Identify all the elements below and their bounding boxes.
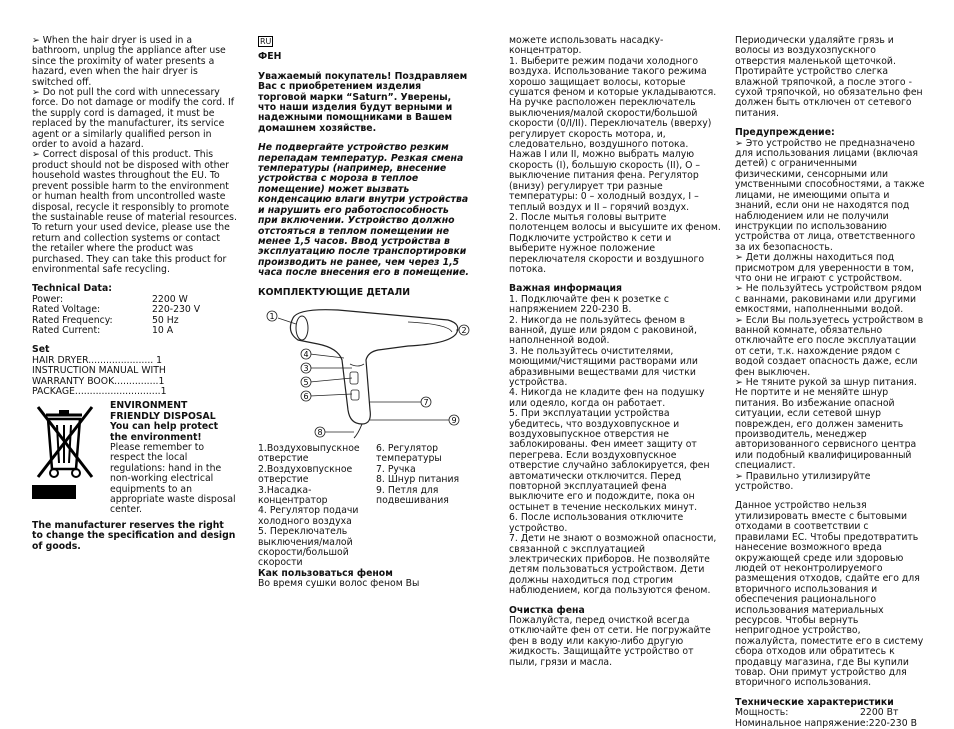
usage-text-continued: можете использовать насадку-концентратор. xyxy=(509,35,664,57)
important-item: 5. При эксплуатации устройства убедитесь, что воздуховпускное и воздуховыпускное отверстия не заблокированы. Фен имеет защиту от перегрева. Если воздуховпускное отверстие случайно заблокируется, фен автоматически отключится. Перед повторной эксплуатацией фена выключите его и подождите, пока он остынет в течение нескольких минут. xyxy=(509,408,710,513)
set-line: INSTRUCTION MANUAL WITH xyxy=(32,365,166,377)
callout-label: 5 xyxy=(303,377,309,387)
env-subheading: You can help protect the environment! xyxy=(110,421,219,443)
disposal-text: Данное устройство нельзя утилизировать вместе с бытовыми отходами в соответствии с правилами ЕС. Чтобы предотвратить нанесение возможного вреда окружающей среде или здоровью людей от неконтролируемого размещения отходов, сдайте его для вторичного использования и обеспечения рационального использования материальных ресурсов. Чтобы вернуть непригодное устройство, пожалуйста, поместите его в систему сбора отходов или обратитесь к продавцу магазина, где Вы купили товар. Они примут устройство для вторичного использования. xyxy=(735,500,924,689)
important-heading: Важная информация xyxy=(509,283,622,295)
set-line: WARRANTY BOOK...............1 xyxy=(32,375,165,387)
safety-paragraph: ➢ Correct disposal of this product. This product should not be disposed with other household wastes throughout the EU. To prevent possible harm to the environment or human health from uncontrolled waste disposal, recycle it responsibly to promote the sustainable reuse of material resources. To return your used device, please use the return and collection systems or contact the retailer where the product was purchased. They can take this product for environmental safe recycling. xyxy=(32,149,237,275)
usage-text: Во время сушки волос феном Вы xyxy=(258,578,420,590)
disposal-block xyxy=(32,401,237,515)
part-item: 6. Регулятор температуры xyxy=(376,442,442,465)
tech-key: Rated Frequency: xyxy=(32,314,113,326)
important-item: 2. Никогда не пользуйтесь феном в ванной, душе или рядом с раковиной, наполненной водой. xyxy=(509,314,697,347)
callout-label: 6 xyxy=(303,391,309,401)
set-line: HAIR DRYER...................... 1 xyxy=(32,354,163,366)
column-russian-usage xyxy=(509,36,721,668)
usage-item: 2. После мытья головы вытрите полотенцем волосы и высушите их феном. Подключите устройство к сети и выберите нужное положение переключателя скорости и воздушного потока. xyxy=(509,211,721,275)
tech-key: Номинальное напряжение: xyxy=(735,717,869,729)
warning-item: ➢ Если Вы пользуетесь устройством в ванной комнате, обязательно отключайте его после эксплуатации от сети, т.к. нахождение рядом с водой создает опасность даже, если фен выключен. xyxy=(735,314,924,378)
cleaning-text-continued: Периодически удаляйте грязь и волосы из воздухозпускного отверстия маленькой щеточкой. Протирайте устройство слегка влажной тряпочкой, а после этого - сухой тряпочкой, но обязательно фен должен быть отключен от сетевого питания. xyxy=(735,35,923,119)
tech-value: 220-230 V xyxy=(152,304,201,316)
product-title: ФЕН xyxy=(258,51,282,63)
part-item: 7. Ручка xyxy=(376,463,416,475)
tech-value: 50 Hz xyxy=(152,314,179,326)
part-item: 4. Регулятор подачи холодного воздуха xyxy=(258,505,359,527)
parts-list xyxy=(258,444,470,569)
tech-key: Rated Voltage: xyxy=(32,304,101,316)
cleaning-heading: Очистка фена xyxy=(509,604,585,616)
important-item: 1. Подключайте фен к розетке с напряжением 220-230 В. xyxy=(509,293,669,316)
part-item: 8. Шнур питания xyxy=(376,474,460,486)
tech-value: 2200 Вт xyxy=(860,707,899,719)
tech-key: Power: xyxy=(32,293,64,305)
part-item: 3.Насадка-концентратор xyxy=(258,484,328,506)
part-item: 1.Воздуховыпускное отверстие xyxy=(258,442,360,465)
warning-heading: Предупреждение: xyxy=(735,127,835,139)
manufacturer-note: The manufacturer reserves the right to change the specification and design of goods. xyxy=(32,519,236,552)
cleaning-text: Пожалуйста, перед очисткой всегда отключайте фен от сети. Не погружайте фен в воду или какую-либо другую жидкость. Защищайте устройство от пыли, грязи и масла. xyxy=(509,614,711,668)
tech-row xyxy=(735,719,925,729)
part-item: 5. Переключатель выключения/малой скорости/большой скорости xyxy=(258,526,353,569)
tech-row xyxy=(32,305,237,315)
callout-label: 7 xyxy=(423,397,429,407)
usage-heading: Как пользоваться феном xyxy=(258,567,393,579)
important-item: 4. Никогда не кладите фен на подушку или одеяло, когда он работает. xyxy=(509,387,705,409)
callout-label: 1 xyxy=(269,311,275,321)
column-russian-warnings xyxy=(735,36,925,729)
safety-paragraph: ➢ When the hair dryer is used in a bathroom, unplug the appliance after use since the proximity of water presents a hazard, even when the hair dryer is switched off. xyxy=(32,35,226,88)
tech-specs-heading: Технические характеристики xyxy=(735,696,894,708)
tech-key: Мощность: xyxy=(735,707,789,719)
usage-item: 1. Выберите режим подачи холодного воздуха. Использование такого режима хорошо защищает волосы, которые сушатся феном и которые укладываются. На ручке расположен переключатель выключения/малой скорости/большой скорости (0/I/II). Переключатель (вверху) регулирует скорость мотора, и, следовательно, воздушного потока. Нажав I или II, можно выбрать малую скорость (I), большую скорость (II), O – выключение питания фена. Регулятор (внизу) регулирует три разные температуры: 0 – холодный воздух, I – теплый воздух и II – горячий воздух. xyxy=(509,55,717,213)
set-heading: Set xyxy=(32,344,50,356)
safety-paragraph: ➢ Do not pull the cord with unnecessary force. Do not damage or modify the cord. If the supply cord is damaged, it must be replaced by the manufacturer, its service agent or a similarly qualified person in order to avoid a hazard. xyxy=(32,87,234,151)
tech-row xyxy=(32,326,237,336)
important-item: 3. Не пользуйтесь очистителями, моющими/чистящими растворами или абразивными веществами для чистки устройства. xyxy=(509,345,698,388)
warning-item: ➢ Не тяните рукой за шнур питания. Не портите и не меняйте шнур питания. Во избежание опасной ситуации, если сетевой шнур поврежден, его должен заменить производитель, менеджер авторизованного сервисного центра или подобный квалифицированный специалист. xyxy=(735,377,917,472)
callout-label: 4 xyxy=(303,349,309,359)
warning-item: ➢ Дети должны находиться под присмотром для уверенности в том, что они не играют с устройством. xyxy=(735,252,914,284)
tech-value: 10 A xyxy=(152,324,174,336)
temperature-warning: Не подвергайте устройство резким перепадам температур. Резкая смена температуры (например, внесение устройства с мороза в теплое помещение) может вызвать конденсацию влаги внутри устройства и нарушить его работоспособность при включении. Устройство должно отстояться в теплом помещении не менее 1,5 часов. Ввод устройства в эксплуатацию после транспортировки производить не ранее, чем через 1,5 часа после внесения его в помещение. xyxy=(258,142,469,279)
callout-label: 8 xyxy=(317,427,323,437)
parts-heading: КОМПЛЕКТУЮЩИЕ ДЕТАЛИ xyxy=(258,286,410,298)
greeting-text: Уважаемый покупатель! Поздравляем Вас с приобретением изделия торговой марки “Saturn”. Уверены, что наши изделия будут верными и надежными помощниками в Вашем домашнем хозяйстве. xyxy=(258,70,468,134)
hair-dryer-diagram xyxy=(258,300,470,440)
env-heading: ENVIRONMENT FRIENDLY DISPOSAL xyxy=(110,400,216,422)
set-line: PACKAGE.............................1 xyxy=(32,386,167,397)
tech-data-table xyxy=(32,295,237,337)
column-russian-intro xyxy=(258,36,470,590)
tech-row xyxy=(735,708,925,718)
important-item: 6. После использования отключите устройство. xyxy=(509,512,684,534)
warning-item: ➢ Не пользуйтесь устройством рядом с ваннами, раковинами или другими емкостями, наполненными водой. xyxy=(735,283,922,316)
column-english-safety xyxy=(32,36,237,552)
tech-key: Rated Current: xyxy=(32,324,101,336)
callout-label: 9 xyxy=(451,415,457,425)
callout-label: 3 xyxy=(303,363,309,373)
part-item: 9. Петля для подвешивания xyxy=(376,484,449,506)
crossed-bin-icon xyxy=(32,401,100,515)
callout-label: 2 xyxy=(461,325,467,335)
env-text: Please remember to respect the local regulations: hand in the non-working electrical equipments to an appropriate waste disposal center. xyxy=(110,442,236,516)
tech-value: 2200 W xyxy=(152,293,188,305)
language-badge: RU xyxy=(260,37,272,46)
important-item: 7. Дети не знают о возможной опасности, связанной с эксплуатацией электрических приборов. Не позволяйте детям пользоваться устройством. Дети должны находиться под строгим наблюдением, когда пользуются феном. xyxy=(509,533,717,597)
tech-value: 220-230 В xyxy=(868,717,917,729)
part-item: 2.Воздуховпускное отверстие xyxy=(258,463,353,486)
warning-item: ➢ Это устройство не предназначено для использования лицами (включая детей) с ограниченными физическими, сенсорными или умственными способностями, а также лицами, не имеющими опыта и знаний, если они не находятся под наблюдением или не получили инструкции по использованию устройства от лица, ответственного за их безопасность. xyxy=(735,137,925,253)
tech-data-heading: Technical Data: xyxy=(32,283,112,295)
warning-item: ➢ Правильно утилизируйте устройство. xyxy=(735,470,871,493)
